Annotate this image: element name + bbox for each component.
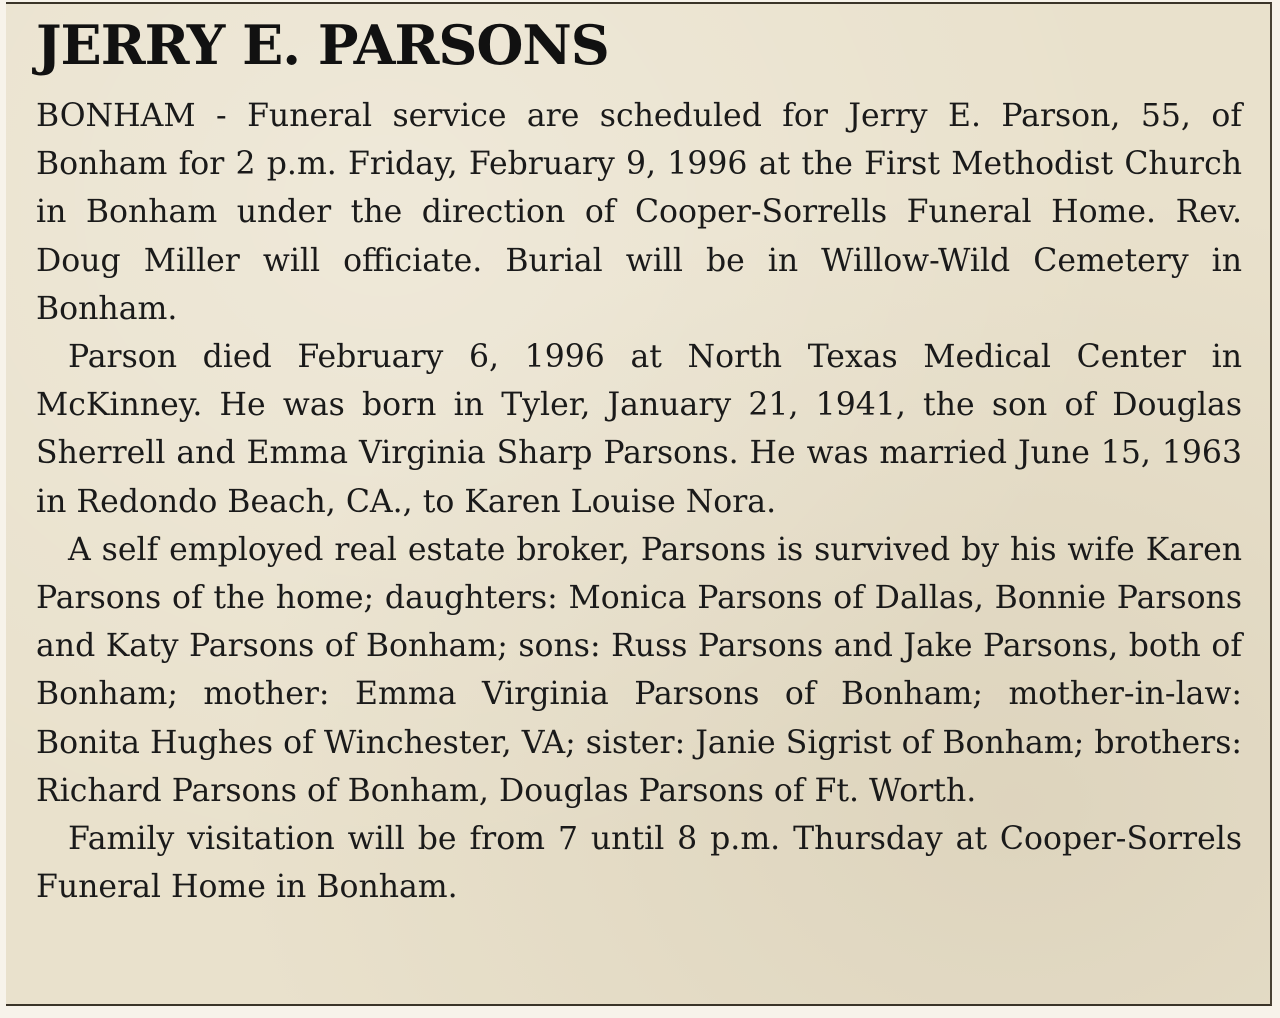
obituary-body bbox=[36, 92, 1242, 911]
paragraph-visitation: Family visitation will be from 7 until 8 p.m. Thursday at Cooper-Sorrels Funeral Home in Bonham. bbox=[36, 821, 1242, 906]
paragraph-survivors: A self employed real estate broker, Parsons is survived by his wife Karen Parsons of the home; daughters: Monica Parsons of Dallas, Bonnie Parsons and Katy Parsons of Bonham; sons: Russ Parsons and Jake Parsons, both of Bonham; mother: Emma Virginia Parsons of Bonham; mother-in-law: Bonita Hughes of Winchester, VA; sister: Janie Sigrist of Bonham; brothers: Richard Parsons of Bonham, Douglas Parsons of Ft. Worth. bbox=[36, 531, 1242, 809]
paragraph-death-and-birth: Parson died February 6, 1996 at North Texas Medical Center in McKinney. He was born in Tyler, January 21, 1941, the son of Douglas Sherrell and Emma Virginia Sharp Parsons. He was married June 15, 1963 in Redondo Beach, CA., to Karen Louise Nora. bbox=[36, 339, 1242, 520]
newspaper-clipping bbox=[6, 2, 1272, 1006]
obituary-headline: JERRY E. PARSONS bbox=[36, 13, 609, 77]
paragraph-service-details: BONHAM - Funeral service are scheduled for Jerry E. Parson, 55, of Bonham for 2 p.m. Friday, February 9, 1996 at the First Methodist Church in Bonham under the direction of Cooper-Sorrells Funeral Home. Rev. Doug Miller will officiate. Burial will be in Willow-Wild Cemetery in Bonham. bbox=[36, 98, 1242, 327]
